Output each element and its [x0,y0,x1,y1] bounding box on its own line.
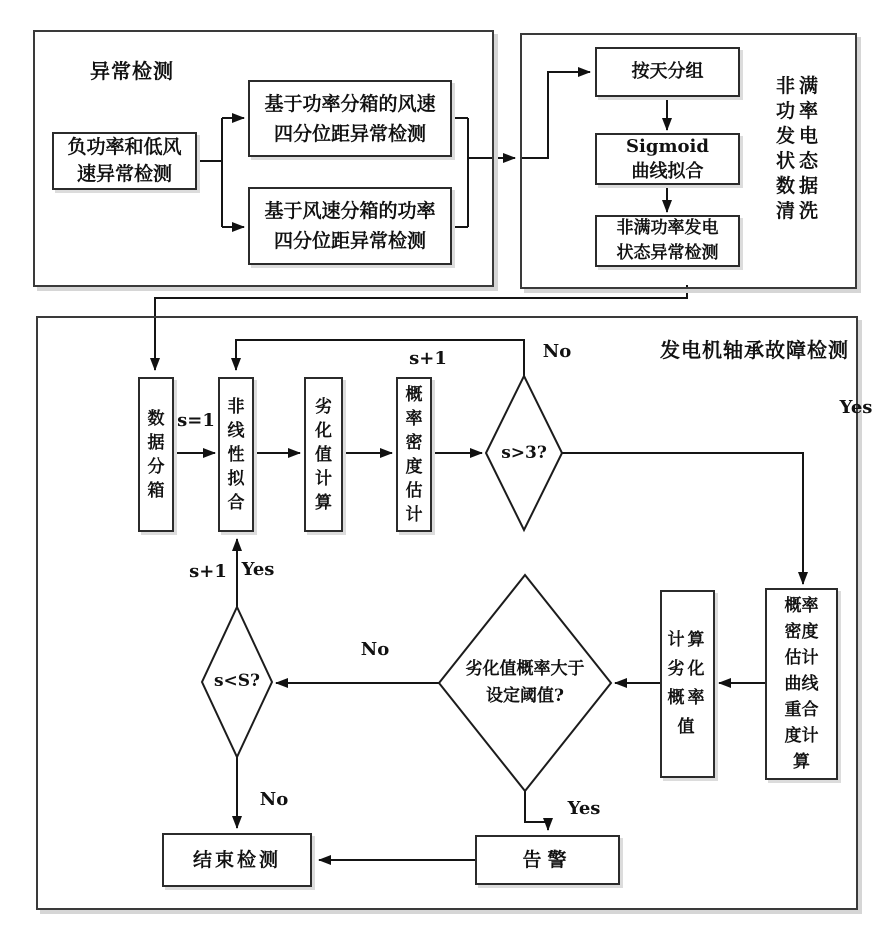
anomaly-detection-title: 异常检测 [90,59,174,83]
end-detection-box: 结束检测 [162,833,312,887]
data-cleaning-side-label: 非满 功率 发电 状态 数据 清洗 [775,75,822,222]
data-binning-box: 数 据 分 箱 [138,377,174,532]
degradation-value-box: 劣 化 值 计 算 [304,377,343,532]
bearing-fault-title: 发电机轴承故障检测 [660,338,849,362]
decision-threshold-text: 劣化值概率大于 设定阈值? [465,659,585,706]
label-no-mid: No [360,639,390,660]
label-no-top: No [542,341,572,362]
label-s-plus-1-top: s+1 [409,348,447,369]
sigmoid-fit-box: Sigmoid 曲线拟合 [595,133,740,185]
neg-power-low-wind-box: 负功率和低风 速异常检测 [52,132,197,190]
group-by-day-box: 按天分组 [595,47,740,97]
label-yes-bottom: Yes [567,798,601,819]
nonlinear-fit-box: 非 线 性 拟 合 [218,377,254,532]
label-yes-left: Yes [241,559,275,580]
pdf-estimate-box: 概 率 密 度 估 计 [396,377,432,532]
decision-s-gt-3-text: s>3? [501,443,547,463]
overlap-calc-box: 概率 密度 估计 曲线 重合 度计 算 [765,588,838,780]
degradation-prob-box: 计算 劣化 概率 值 [660,590,715,778]
label-s-plus-1-left: s+1 [189,561,227,582]
decision-s-lt-S-text: s<S? [213,671,261,691]
label-yes-right: Yes [839,397,873,418]
alarm-box: 告警 [475,835,620,885]
power-bin-quartile-box: 基于功率分箱的风速 四分位距异常检测 [248,80,452,157]
non-full-power-anomaly-box: 非满功率发电 状态异常检测 [595,215,740,267]
label-s-eq-1: s=1 [177,410,215,431]
label-no-bottom: No [259,789,289,810]
speed-bin-quartile-box: 基于风速分箱的功率 四分位距异常检测 [248,187,452,265]
